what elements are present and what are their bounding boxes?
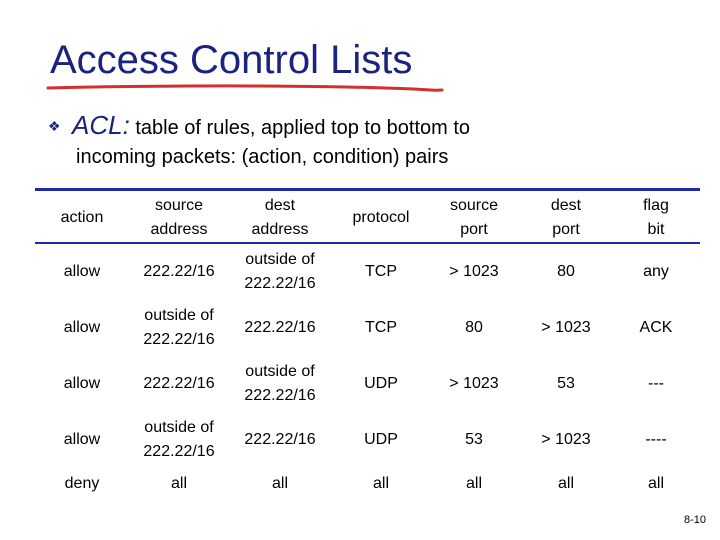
table-cell	[616, 412, 696, 468]
table-cell-line: 222.22/16	[244, 387, 316, 404]
table-cell-line: allow	[63, 431, 101, 448]
table-cell	[521, 300, 611, 356]
table-cell	[37, 468, 127, 500]
table-cell-line: ---	[648, 375, 664, 392]
header-cell-line: port	[460, 221, 488, 238]
table-cell	[616, 468, 696, 500]
table-cell	[521, 244, 611, 300]
table-cell	[429, 300, 519, 356]
table-cell-line: all	[557, 475, 574, 492]
table-cell-line: 222.22/16	[143, 375, 215, 392]
table-cell	[129, 244, 229, 300]
title-underline	[46, 82, 446, 96]
table-cell	[616, 244, 696, 300]
table-cell	[521, 468, 611, 500]
page-title: Access Control Lists	[50, 38, 413, 82]
table-cell-line: all	[647, 475, 664, 492]
table-cell	[616, 356, 696, 412]
table-cell-line: outside of	[245, 363, 315, 380]
table-cell	[129, 412, 229, 468]
header-cell-line: flag	[643, 197, 669, 214]
table-cell-line: 222.22/16	[244, 319, 316, 336]
header-cell	[521, 192, 611, 244]
header-cell-line: action	[60, 209, 104, 226]
table-cell-line: all	[271, 475, 288, 492]
table-cell-line: ACK	[639, 319, 673, 336]
header-cell	[37, 192, 127, 244]
table-cell-line: outside of	[144, 307, 214, 324]
table-cell	[129, 356, 229, 412]
table-cell	[336, 300, 426, 356]
table-cell	[336, 244, 426, 300]
table-cell-line: all	[170, 475, 187, 492]
table-cell-line: 222.22/16	[244, 431, 316, 448]
table-cell-line: UDP	[364, 375, 398, 392]
table-cell	[230, 356, 330, 412]
table-cell-line: 53	[557, 375, 575, 392]
table-cell-line: all	[372, 475, 389, 492]
header-cell	[230, 192, 330, 244]
table-cell-line: 53	[465, 431, 483, 448]
header-cell-line: protocol	[352, 209, 410, 226]
header-cell	[129, 192, 229, 244]
header-cell-line: address	[150, 221, 208, 238]
table-cell-line: outside of	[245, 251, 315, 268]
header-cell-line: source	[449, 197, 499, 214]
table-cell	[129, 300, 229, 356]
table-cell-line: allow	[63, 263, 101, 280]
table-cell	[429, 244, 519, 300]
table-cell	[336, 356, 426, 412]
table-cell-line: all	[465, 475, 482, 492]
table-cell	[429, 356, 519, 412]
bullet-line	[48, 110, 470, 141]
header-cell	[429, 192, 519, 244]
table-cell	[230, 468, 330, 500]
header-cell-line: dest	[264, 197, 296, 214]
table-cell-line: > 1023	[449, 263, 499, 280]
table-cell	[230, 300, 330, 356]
table-cell	[37, 412, 127, 468]
table-cell	[429, 412, 519, 468]
table-cell-line: > 1023	[541, 431, 591, 448]
table-cell-line: any	[643, 263, 669, 280]
table-cell	[37, 356, 127, 412]
header-cell-line: dest	[550, 197, 582, 214]
table-cell-line: > 1023	[541, 319, 591, 336]
table-cell-line: 222.22/16	[143, 331, 215, 348]
header-cell-line: port	[552, 221, 580, 238]
table-cell-line: > 1023	[449, 375, 499, 392]
acl-term: ACL:	[72, 110, 130, 140]
header-cell	[336, 192, 426, 244]
table-cell	[230, 412, 330, 468]
table-cell	[521, 412, 611, 468]
table-cell	[230, 244, 330, 300]
table-cell-line: 80	[465, 319, 483, 336]
table-cell-line: UDP	[364, 431, 398, 448]
table-cell-line: 222.22/16	[143, 263, 215, 280]
table-cell	[521, 356, 611, 412]
bullet-text-line1: table of rules, applied top to bottom to	[135, 117, 471, 139]
table-header-accent	[35, 188, 700, 191]
header-cell-line: address	[251, 221, 309, 238]
header-cell-line: source	[154, 197, 204, 214]
table-cell-line: allow	[63, 319, 101, 336]
bullet-text-line2: incoming packets: (action, condition) pairs	[76, 146, 449, 168]
slide-number: 8-10	[683, 514, 706, 526]
table-cell-line: 80	[557, 263, 575, 280]
table-cell-line: TCP	[365, 263, 397, 280]
table-cell-line: 222.22/16	[244, 275, 316, 292]
table-cell	[129, 468, 229, 500]
table-cell	[37, 244, 127, 300]
table-cell	[429, 468, 519, 500]
table-cell-line: 222.22/16	[143, 443, 215, 460]
table-cell	[616, 300, 696, 356]
table-cell-line: allow	[63, 375, 101, 392]
table-cell	[336, 468, 426, 500]
table-cell-line: deny	[64, 475, 100, 492]
diamond-bullet-icon: ❖	[48, 118, 61, 134]
table-cell	[37, 300, 127, 356]
header-cell	[616, 192, 696, 244]
table-cell-line: outside of	[144, 419, 214, 436]
header-cell-line: bit	[647, 221, 665, 238]
table-cell-line: ----	[645, 431, 667, 448]
table-cell	[336, 412, 426, 468]
table-cell-line: TCP	[365, 319, 397, 336]
